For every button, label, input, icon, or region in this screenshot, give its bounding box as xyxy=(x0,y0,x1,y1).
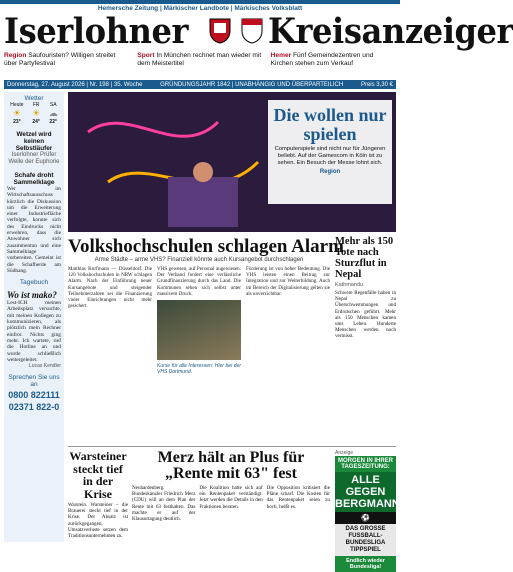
masthead-title-right: Kreisanzeiger xyxy=(268,10,513,52)
kicker-headline[interactable]: Wetzel wird keinen Selbstläufer xyxy=(15,131,53,152)
sun-icon: ☀ xyxy=(12,108,21,118)
hero-region: Region xyxy=(319,169,341,175)
photo-caption: Kurse für alle Interessen: Hier bei der VHS Dortmund. xyxy=(157,363,241,376)
lead-headline[interactable]: Schafe droht Sammelklage xyxy=(13,172,55,186)
coat-of-arms-icon xyxy=(208,16,232,46)
hero-textbox xyxy=(268,100,392,204)
signature: Lucas Kendler xyxy=(29,363,61,370)
hero-desc: Computerspiele sind nicht nur für Jüngeren beliebt. Auf der Gamescom in Köln ist zu sehen. Ein Besuch der Messe lohnt sich. xyxy=(274,146,386,166)
bottom-headline[interactable]: Merz hält an Plus für „Rente mit 63" fest xyxy=(157,449,305,482)
masthead-title-left: Iserlohner xyxy=(4,10,189,52)
bottom-story xyxy=(132,450,330,542)
article-photo xyxy=(157,300,241,360)
bottom-headline[interactable]: Warsteiner steckt tief in der Krise xyxy=(69,449,127,501)
weather-title: Wetter xyxy=(24,95,44,102)
cloud-icon: ☁ xyxy=(48,108,58,118)
teaser-bar xyxy=(4,52,396,77)
teaser[interactable]: Sport In München rechnet man wieder mit dem Meistertitel xyxy=(137,52,262,67)
right-headline[interactable]: Mehr als 150 Tote nach Sturzflut in Nepal xyxy=(335,236,394,280)
divider xyxy=(68,446,396,447)
teaser[interactable]: Hemer Fünf Gemeindezentren und Kirchen stehen zum Verkauf xyxy=(270,52,374,67)
lead-body: Wer im Wirtschaftsausschuss kürzlich die Diskussion um die Erweiterung einer Industriefläche verfolgte, konnte sich des Eindrucks nicht erwehren, dass die Anwohner sich zusammentun und eine Sammelklage vorbereiten. Gemeint ist die Schafherde am Südhang. xyxy=(7,186,61,274)
diary-headline[interactable]: Wo ist mako? xyxy=(7,290,57,301)
coat-of-arms-icon xyxy=(240,16,264,46)
right-body: Schwere Regenfälle haben in Nepal zu Überschwemmungen und Erdrutschen geführt. Mehr als 150 Menschen kamen ums Leben. Hunderte Menschen werden noch vermisst. xyxy=(335,290,396,340)
teaser[interactable]: Region Saufouristen? Willigen streitet über Partyfestival xyxy=(4,52,116,67)
main-article xyxy=(68,266,330,444)
article-column: Matthias Korfmann — Düsseldorf. Die 120 Volkshochschulen in NRW schlagen Alarm. Nach der Einführung neuer Kursangebote und steigender Teilnehmerzahlen sei die Finanzierung vieler Einrichtungen nicht mehr gesichert. xyxy=(68,266,152,310)
dateline: Donnerstag, 27. August 2026 | Nr. 198 | 35. Woche GRÜNDUNGSJAHR 1842 | UNABHÄNGIG UND ÜBERPARTEILICH Preis 3,30 € xyxy=(4,80,396,89)
football-icon: ⚽ xyxy=(335,512,396,524)
phone-number[interactable]: 0800 822111 xyxy=(8,390,60,401)
article-column: Neuhardenberg. Bundeskanzler Friedrich Merz (CDU) will an dem Plan der Rente mit 63 festhalten. Das machte er auf der Klausurtagung deutlich. xyxy=(132,485,196,523)
bottom-story xyxy=(68,450,128,542)
phone-number[interactable]: 02371 822-0 xyxy=(8,402,60,413)
weather-forecast: Heute ☀ 23° FR ☀ 24° SA ☁ 22° xyxy=(10,102,58,125)
main-headline[interactable]: Volkshochschulen schlagen Alarm xyxy=(68,236,344,257)
masthead-subhead: Hemersche Zeitung | Märkischer Landbote | Märkisches Volksblatt xyxy=(97,5,303,12)
main-subheadline: Arme Städte – arme VHS? Finanziell könnte auch Kursangebot durchschlagen xyxy=(94,257,304,263)
kicker-sub: Iserlohner Prüfer Welle der Euphorie xyxy=(8,152,60,165)
right-dateline: Kathmandu xyxy=(335,282,364,288)
contact-label: Sprechen Sie uns an xyxy=(8,374,60,389)
advertisement[interactable]: Anzeige MORGEN IN IHRER TAGESZEITUNG: ALLE GEGEN BERGMANN ⚽ DAS GROSSE FUSSBALL-BUNDESLIGA TIPPSPIEL Endlich wieder Bundesliga! xyxy=(335,450,400,570)
diary-body: Lest-ICH meinen Arbeitsplatz versuchte, mit meinen Kollegen zu kommunizieren, als plötzlich mein Rechner einfror. Nichts ging mehr. Ich wartete, rief die Hotline an und wurde schließlich weitergeleitet. xyxy=(7,300,61,363)
top-bar xyxy=(0,0,400,4)
section-label: Tagebuch xyxy=(19,279,49,287)
article-column: Förderung ist von hoher Bedeutung. Die VHS leisten einen Beitrag zur Integration und zur Weiterbildung. Auch im Bereich der Digitalisierung gelten sie als unverzichtbar. xyxy=(246,266,330,297)
hero-title[interactable]: Die wollen nur spielen xyxy=(273,105,387,144)
bottom-body: Warstein. Warsteiner – die Brauerei steckt tief in der Krise. Der Absatz ist zurückgegangen, Umsatzverluste setzen dem Traditionsunternehmen zu. xyxy=(68,502,128,540)
article-column: Die Koalition hatte sich auf ein Rentenpaket verständigt. Jetzt werden die Details in den Fraktionen beraten. xyxy=(199,485,263,510)
masthead[interactable] xyxy=(4,10,513,52)
sun-icon: ☀ xyxy=(32,108,41,118)
article-column: VHS gewesen, auf Personal angewiesen. Der Verband fordert eine verlässliche Grundfinanzierung durch das Land. Die Kommunen sehen sich selbst unter massivem Druck. Kurse für alle Interessen: Hier bei der VHS Dortmund. xyxy=(157,266,241,376)
article-column: Die Opposition kritisiert die Pläne scharf. Die Kosten für das Rentenpaket seien zu hoch, heißt es. xyxy=(266,485,330,510)
left-sidebar xyxy=(4,92,64,542)
right-story xyxy=(335,236,396,444)
